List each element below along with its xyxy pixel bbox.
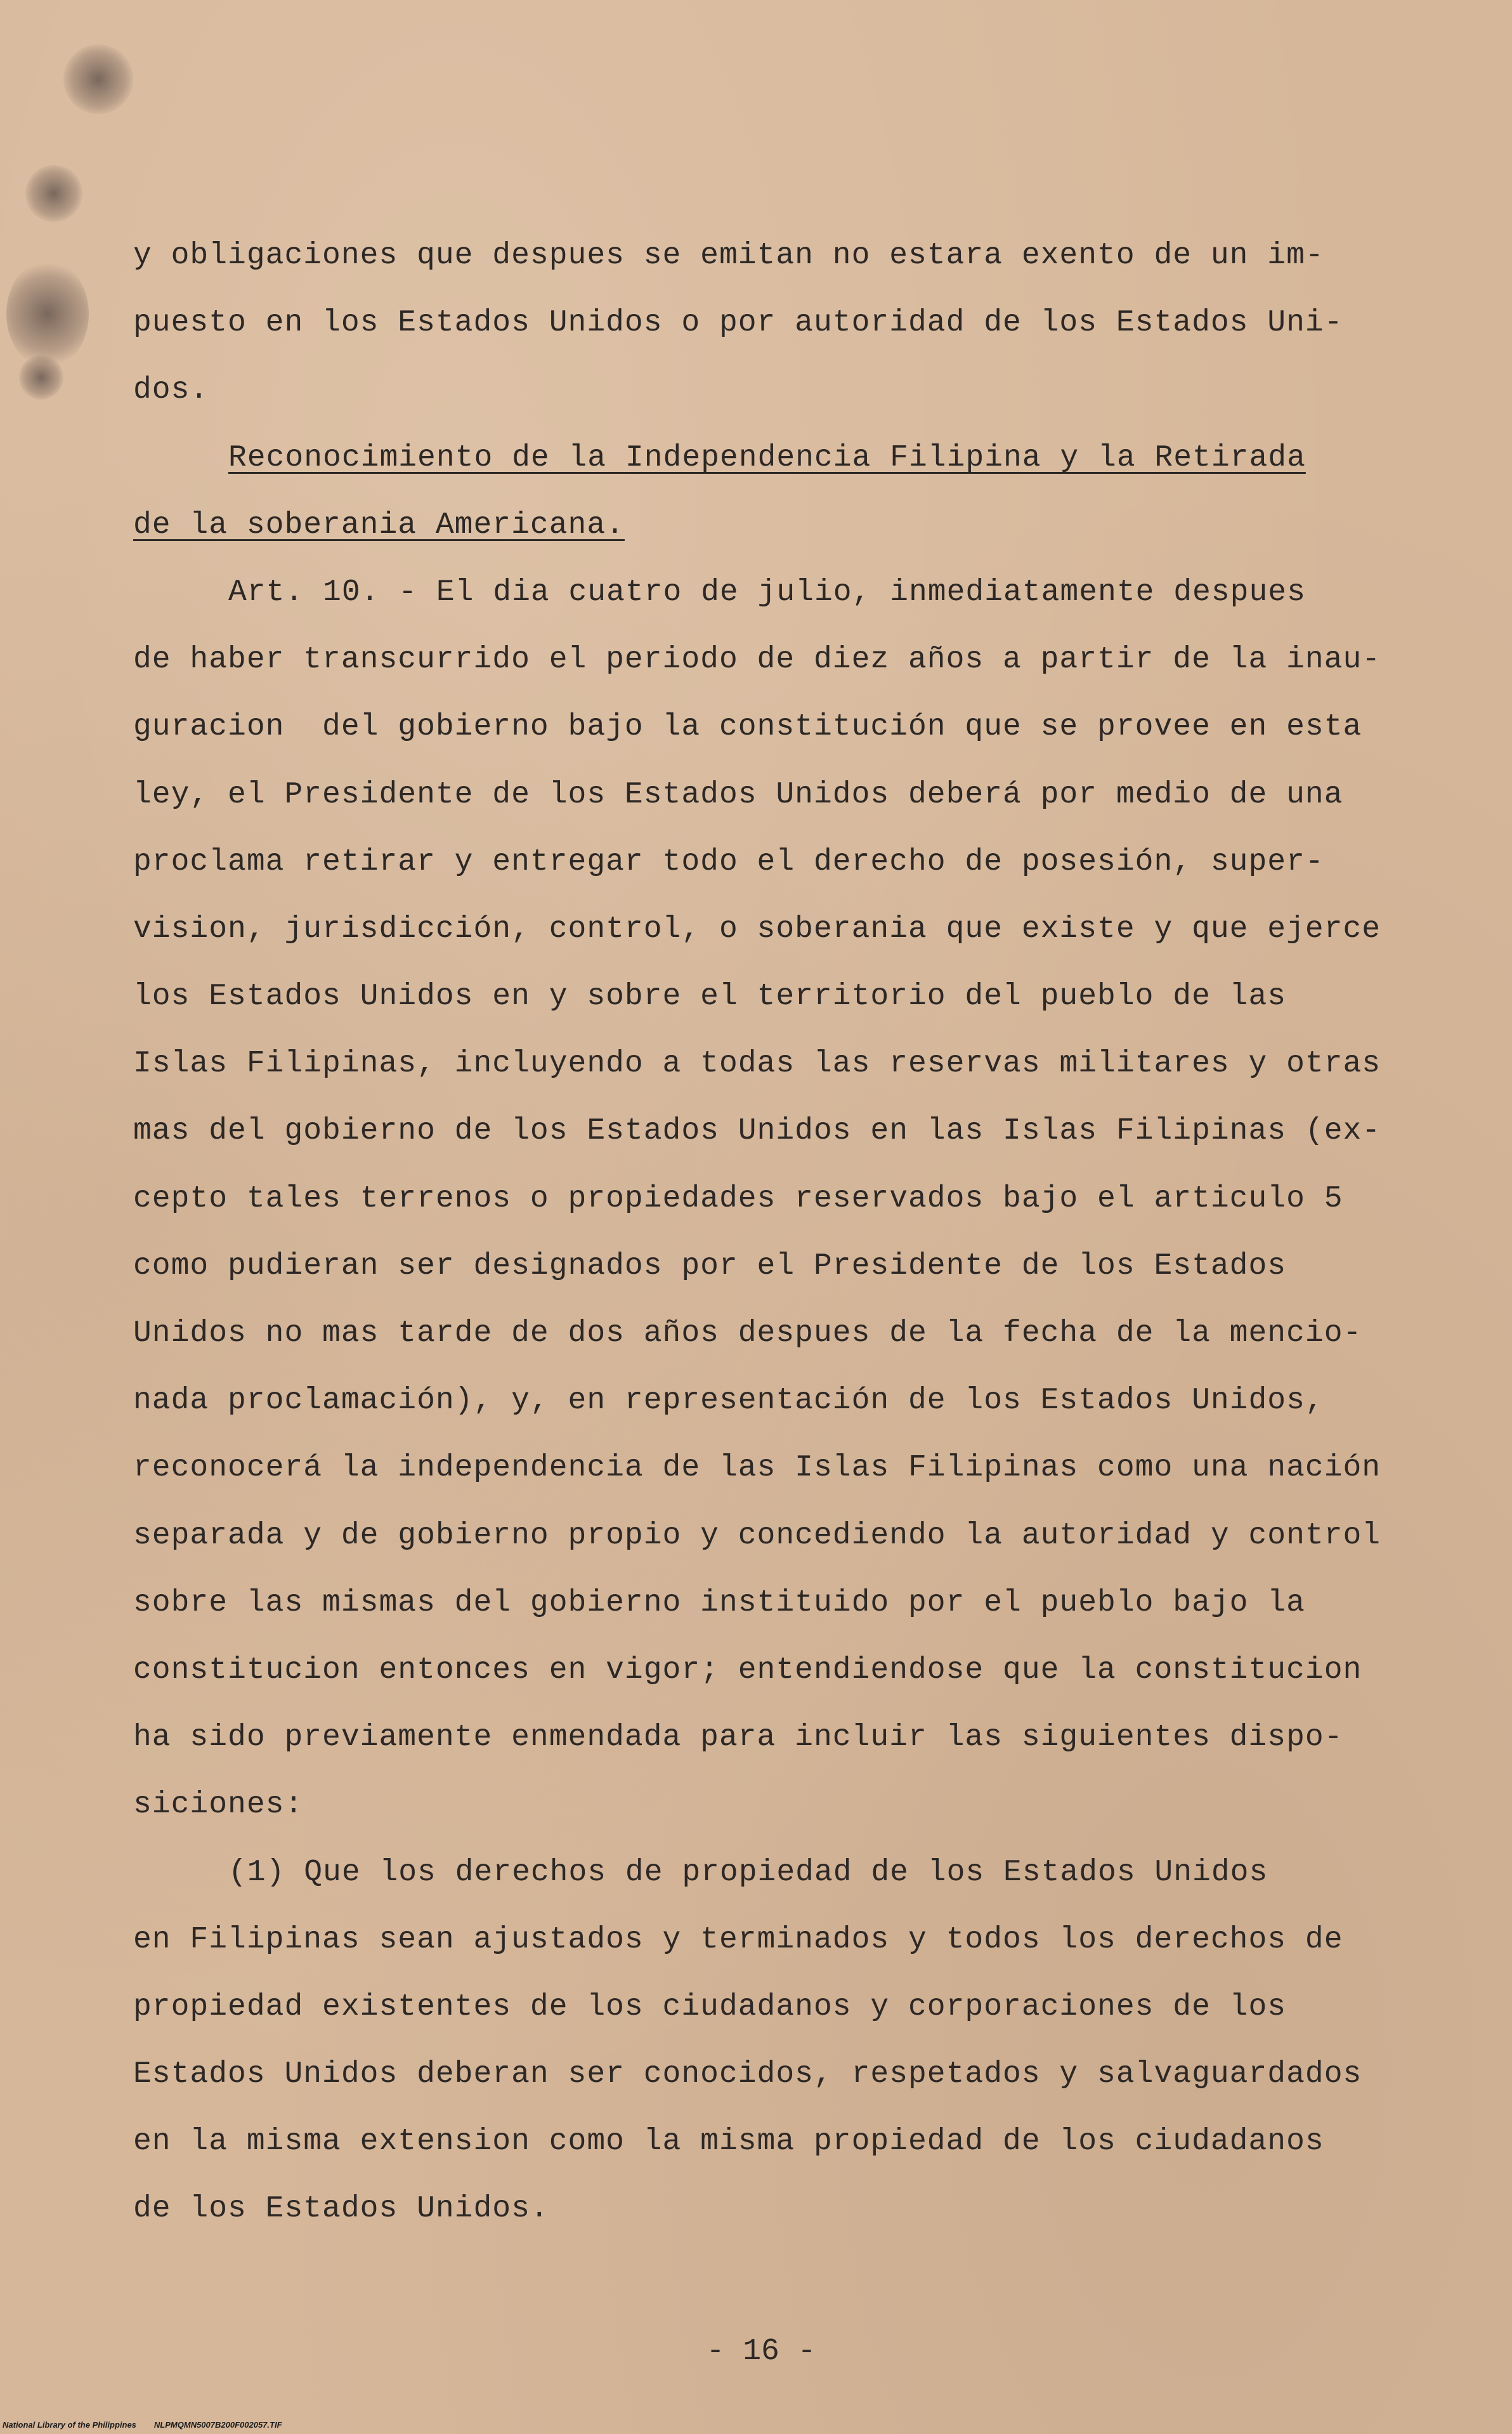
text-line: constitucion entonces en vigor; entendiendose que la constitucion [133, 1652, 1362, 1687]
text-line: reconocerá la independencia de las Islas Filipinas como una nación [133, 1451, 1381, 1486]
text-line: Unidos no mas tarde de dos años despues de la fecha de la mencio- [133, 1316, 1362, 1351]
text-line: Islas Filipinas, incluyendo a todas las reservas militares y otras [133, 1047, 1381, 1082]
text-line: vision, jurisdicción, control, o soberania que existe y que ejerce [133, 912, 1381, 946]
page-number: - 16 - [706, 2334, 816, 2369]
text-line: proclama retirar y entregar todo el derecho de posesión, super- [133, 844, 1324, 879]
text-line: como pudieran ser designados por el Presidente de los Estados [133, 1248, 1287, 1283]
section-heading: Reconocimiento de la Independencia Filipina y la Retirada [228, 440, 1306, 475]
section-heading-continued: de la soberania Americana. [133, 507, 625, 542]
text-line: ley, el Presidente de los Estados Unidos deberá por medio de una [133, 777, 1343, 812]
text-line: de haber transcurrido el periodo de diez años a partir de la inau- [133, 643, 1381, 677]
text-line: nada proclamación), y, en representación de los Estados Unidos, [133, 1384, 1324, 1418]
punch-hole-mark [19, 355, 63, 400]
article-start: Art. 10. - El dia cuatro de julio, inmediatamente despues [228, 575, 1306, 610]
text-line: Estados Unidos deberan ser conocidos, respetados y salvaguardados [133, 2057, 1362, 2092]
text-line: en Filipinas sean ajustados y terminados y todos los derechos de [133, 1922, 1343, 1957]
file-identifier: NLPMQMN5007B200F002057.TIF [153, 2420, 282, 2430]
list-item-start: (1) Que los derechos de propiedad de los Estados Unidos [228, 1855, 1268, 1890]
library-credit: National Library of the Philippines [3, 2420, 136, 2430]
text-line: guracion del gobierno bajo la constitución que se provee en esta [133, 710, 1362, 745]
text-line: dos. [133, 373, 209, 408]
text-line: y obligaciones que despues se emitan no estara exento de un im- [133, 239, 1324, 273]
scan-footer [3, 2420, 300, 2430]
punch-hole-mark [63, 44, 133, 114]
text-line: separada y de gobierno propio y concediendo la autoridad y control [133, 1518, 1381, 1553]
text-line: mas del gobierno de los Estados Unidos en las Islas Filipinas (ex- [133, 1114, 1381, 1149]
punch-hole-mark [25, 165, 82, 222]
text-line: puesto en los Estados Unidos o por autoridad de los Estados Uni- [133, 306, 1343, 341]
text-line: en la misma extension como la misma propiedad de los ciudadanos [133, 2124, 1324, 2159]
text-line: de los Estados Unidos. [133, 2192, 549, 2227]
text-line: siciones: [133, 1788, 304, 1822]
punch-hole-mark [6, 260, 89, 368]
typed-body-text [133, 222, 1402, 2243]
text-line: ha sido previamente enmendada para incluir las siguientes dispo- [133, 1720, 1343, 1755]
text-line: los Estados Unidos en y sobre el territorio del pueblo de las [133, 979, 1287, 1014]
text-line: sobre las mismas del gobierno instituido por el pueblo bajo la [133, 1585, 1305, 1620]
text-line: propiedad existentes de los ciudadanos y corporaciones de los [133, 1989, 1287, 2024]
text-line: cepto tales terrenos o propiedades reservados bajo el articulo 5 [133, 1181, 1343, 1216]
